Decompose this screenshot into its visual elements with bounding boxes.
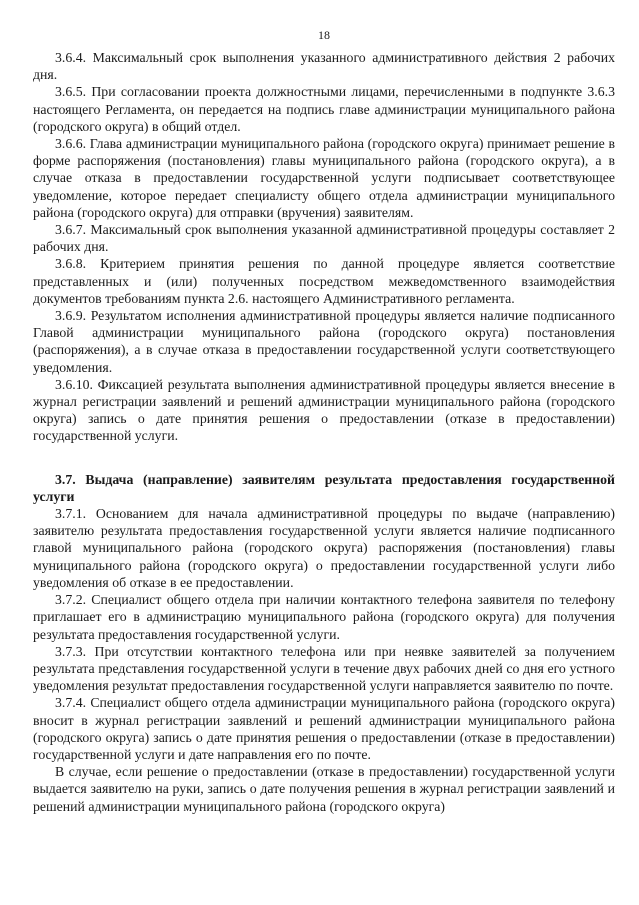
paragraph-3-7-3: 3.7.3. При отсутствии контактного телефона или при неявке заявителей за получением результата представления государственной услуги в течение двух рабочих дней со дня его устного уведомления результат предоставления государственной услуги направляется заявителю по почте. xyxy=(33,643,615,694)
paragraph-3-6-9: 3.6.9. Результатом исполнения административной процедуры является наличие подписанного Главой администрации муниципального района (городского округа) постановления (распоряжения), а в случае отказа в предоставлении государственной услуги соответствующего уведомления. xyxy=(33,308,615,375)
paragraph-3-6-10: 3.6.10. Фиксацией результата выполнения административной процедуры является внесение в журнал регистрации заявлений и решений администрации муниципального района (городского округа) запись о дате принятия решения о предоставлении (отказе в предоставлении) государственной услуги. xyxy=(33,376,615,444)
paragraph-3-7-1: 3.7.1. Основанием для начала административной процедуры по выдаче (направлению) заявителю результата предоставления государственной услуги является наличие подписанного главой муниципального района (городского округа) распоряжения (постановления) главы муниципального района (городского округа) о предоставлении государственной услуги либо уведомления об отказе в ее предоставлении. xyxy=(33,506,615,590)
paragraph-3-7-2: 3.7.2. Специалист общего отдела при наличии контактного телефона заявителя по телефону приглашает его в администрацию муниципального района (городского округа) для получения результата предоставления государственной услуги. xyxy=(33,592,615,642)
paragraph-3-6-6: 3.6.6. Глава администрации муниципального района (городского округа) принимает решение в форме распоряжения (постановления) главы муниципального района (городского округа), а в случае отказа в предоставлении государственной услуги подписывает соответствующее уведомление, которое передает специалисту общего отдела администрации муниципального района (городского округа) для отправки (вручения) заявителям. xyxy=(33,136,615,220)
paragraph-delivery-case: В случае, если решение о предоставлении (отказе в предоставлении) государственной услуги выдается заявителю на руки, запись о дате получения решения в журнал регистрации заявлений и решений администрации муниципального района (городского округа) xyxy=(33,764,615,814)
paragraph-3-6-5: 3.6.5. При согласовании проекта должностными лицами, перечисленными в подпункте 3.6.3 настоящего Регламента, он передается на подпись главе администрации муниципального района (городского округа) в общий отдел. xyxy=(33,84,615,134)
paragraph-3-6-4: 3.6.4. Максимальный срок выполнения указанного административного действия 2 рабочих дня. xyxy=(33,50,615,83)
paragraph-3-6-8: 3.6.8. Критерием принятия решения по данной процедуре является соответствие представленных и (или) полученных посредством межведомственного взаимодействия документов требованиям пункта 2.6. настоящего Административного регламента. xyxy=(33,256,615,306)
paragraph-3-6-7: 3.6.7. Максимальный срок выполнения указанной административной процедуры составляет 2 рабочих дня. xyxy=(33,222,615,255)
section-heading-3-7: 3.7. Выдача (направление) заявителям результата предоставления государственной услуги xyxy=(33,471,615,504)
page-number: 18 xyxy=(318,28,330,42)
paragraph-3-7-4: 3.7.4. Специалист общего отдела администрации муниципального района (городского округа) вносит в журнал регистрации заявлений и решений администрации муниципального района (городского округа) запись о дате принятия решения о предоставлении (отказе в предоставлении) государственной услуги и дате направления его по почте. xyxy=(33,695,615,762)
